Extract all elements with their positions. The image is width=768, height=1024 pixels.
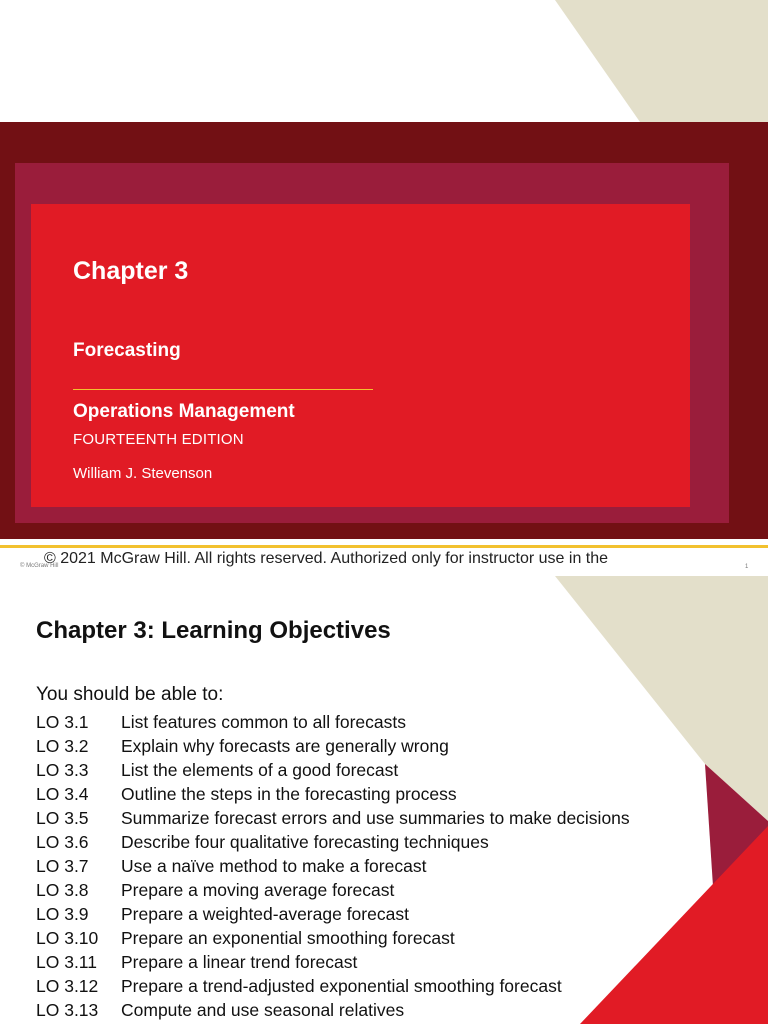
objective-text: Outline the steps in the forecasting process (121, 784, 457, 804)
chapter-heading: Chapter 3 (73, 257, 189, 285)
objective-text: Prepare an exponential smoothing forecast (121, 928, 455, 948)
beige-triangle (555, 0, 768, 122)
objectives-intro: You should be able to: (36, 684, 224, 705)
objective-code: LO 3.1 (36, 712, 89, 732)
objective-item (36, 784, 630, 808)
objective-item (36, 736, 630, 760)
objective-text: Compute and use seasonal relatives (121, 1000, 405, 1020)
objective-item (36, 1000, 630, 1024)
book-title: Operations Management (73, 401, 295, 422)
objective-item (36, 832, 630, 856)
objective-text: Explain why forecasts are generally wrong (121, 736, 449, 756)
objective-text: Prepare a weighted-average forecast (121, 904, 409, 924)
objective-item (36, 760, 630, 784)
page-number: 1 (745, 564, 749, 570)
objective-item (36, 928, 630, 952)
objectives-slide (0, 576, 768, 1024)
objective-text: Summarize forecast errors and use summaries to make decisions (121, 808, 630, 828)
objective-code: LO 3.6 (36, 832, 89, 852)
objective-code: LO 3.7 (36, 856, 89, 876)
author-name: William J. Stevenson (73, 465, 213, 482)
objective-text: Use a naïve method to make a forecast (121, 856, 427, 876)
objective-text: Describe four qualitative forecasting techniques (121, 832, 489, 852)
objectives-title: Chapter 3: Learning Objectives (36, 617, 391, 644)
objective-text: Prepare a linear trend forecast (121, 952, 358, 972)
objective-code: LO 3.13 (36, 1000, 99, 1020)
objective-code: LO 3.2 (36, 736, 89, 756)
objective-code: LO 3.8 (36, 880, 89, 900)
objective-code: LO 3.5 (36, 808, 89, 828)
objective-text: List features common to all forecasts (121, 712, 406, 732)
objective-text: Prepare a moving average forecast (121, 880, 395, 900)
objective-item (36, 976, 630, 1000)
objective-code: LO 3.9 (36, 904, 89, 924)
objective-item (36, 952, 630, 976)
objective-code: LO 3.12 (36, 976, 99, 996)
objective-code: LO 3.3 (36, 760, 89, 780)
objective-code: LO 3.10 (36, 928, 99, 948)
objective-text: List the elements of a good forecast (121, 760, 399, 780)
footer-brand: © McGraw Hill (20, 563, 59, 569)
chapter-topic: Forecasting (73, 340, 181, 361)
objective-item (36, 880, 630, 904)
copyright-notice: © 2021 McGraw Hill. All rights reserved. Authorized only for instructor use in the (44, 550, 609, 567)
objective-item (36, 712, 630, 736)
edition-label: FOURTEENTH EDITION (73, 431, 244, 448)
objective-item (36, 856, 630, 880)
objective-code: LO 3.11 (36, 952, 97, 972)
objective-text: Prepare a trend-adjusted exponential smoothing forecast (121, 976, 562, 996)
objective-item (36, 904, 630, 928)
objective-code: LO 3.4 (36, 784, 89, 804)
footer-gold-line (0, 545, 768, 548)
gold-divider (73, 389, 373, 390)
objectives-list (36, 712, 630, 1024)
objective-item (36, 808, 630, 832)
